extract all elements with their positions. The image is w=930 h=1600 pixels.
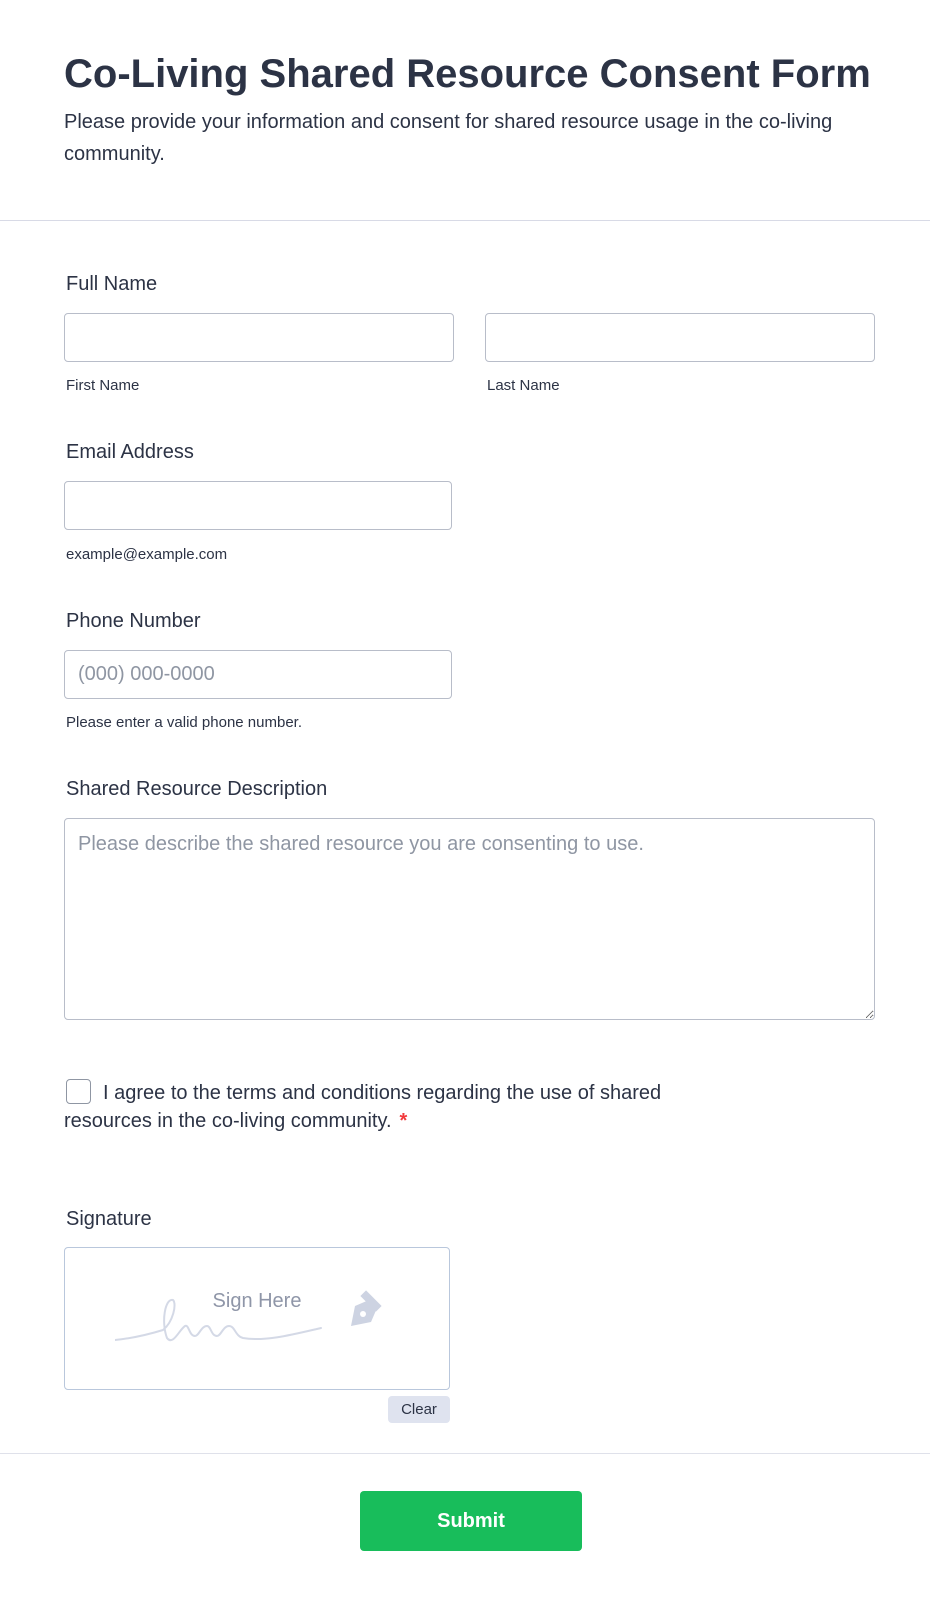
consent-field [64,1079,724,1135]
full-name-label: Full Name [66,273,158,295]
phone-label: Phone Number [66,610,201,632]
last-name-sublabel: Last Name [487,377,560,394]
phone-input[interactable] [64,650,452,699]
consent-checkbox[interactable] [66,1079,91,1104]
first-name-sublabel: First Name [66,377,140,394]
required-asterisk: * [399,1110,408,1132]
sign-here-placeholder: Sign Here [212,1290,302,1312]
description-textarea[interactable] [64,818,875,1020]
description-label: Shared Resource Description [66,778,328,800]
consent-text: I agree to the terms and conditions regarding the use of shared resources in the co-living community. [64,1082,662,1132]
last-name-input[interactable] [485,313,875,362]
footer-divider [0,1453,930,1454]
form-header [0,0,930,221]
submit-button[interactable]: Submit [360,1491,582,1551]
form-subtitle: Please provide your information and consent for shared resource usage in the co-living community. [64,111,833,165]
email-sublabel: example@example.com [66,546,228,563]
form-title: Co-Living Shared Resource Consent Form [64,52,871,96]
signature-label: Signature [66,1208,152,1230]
email-label: Email Address [66,441,194,463]
email-input[interactable] [64,481,452,530]
first-name-input[interactable] [64,313,454,362]
signature-pad[interactable] [64,1247,450,1390]
phone-sublabel: Please enter a valid phone number. [66,714,302,731]
clear-signature-button[interactable]: Clear [388,1396,450,1423]
